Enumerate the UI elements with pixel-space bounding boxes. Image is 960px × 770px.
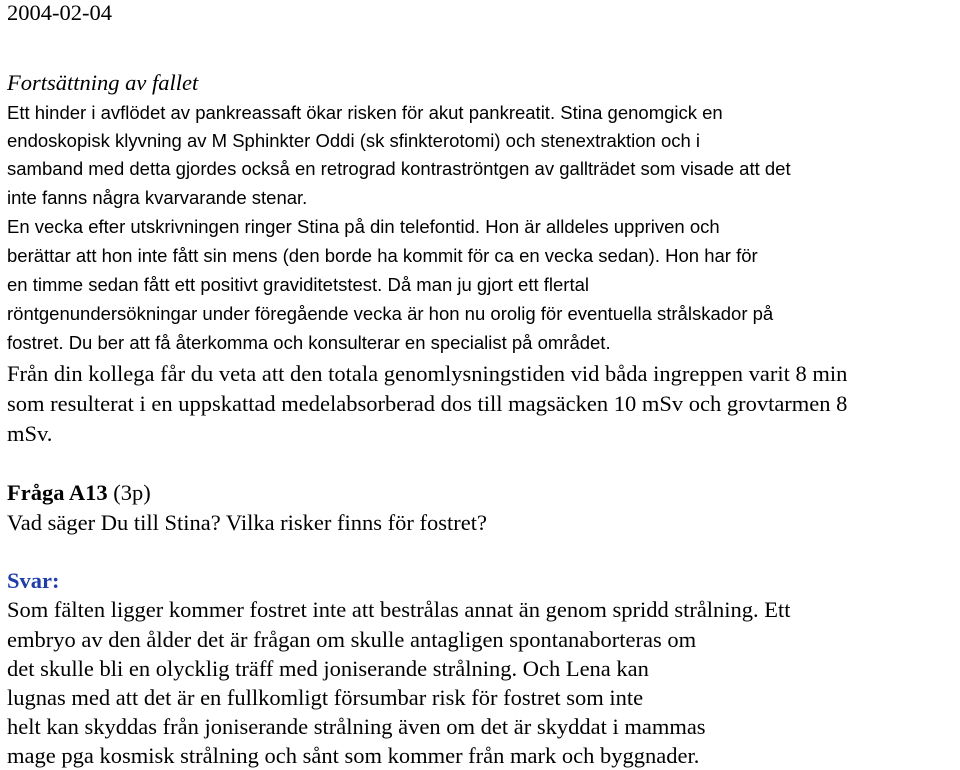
answer-text-line: det skulle bli en olycklig träff med joniserande strålning. Och Lena kan (7, 656, 649, 681)
case-text-line: Ett hinder i avflödet av pankreassaft ökar risken för akut pankreatit. Stina genomgick en (7, 102, 723, 123)
case-text-part: En vecka efter utskrivningen ringer Stina på din telefontid. (7, 216, 481, 237)
question-heading (7, 482, 151, 505)
case-text-line: samband med detta gjordes också en retrograd kontraströntgen av gallträdet som visade att det (7, 158, 791, 179)
case-text-line: endoskopisk klyvning av M Sphinkter Oddi (sk sfinkterotomi) och stenextraktion och i (7, 130, 701, 151)
document-date: 2004-02-04 (7, 0, 112, 25)
answer-text-line: lugnas med att det är en fullkomligt försumbar risk för fostret som inte (7, 685, 644, 710)
section-heading: Fortsättning av fallet (7, 70, 199, 95)
case-text-line (7, 218, 720, 237)
case-text-line: som resulterat i en uppskattad medelabsorberad dos till magsäcken 10 mSv och grovtarmen 8 (7, 391, 848, 416)
case-text-part: Hon är alldeles uppriven och (480, 216, 720, 237)
case-text-line (7, 276, 589, 295)
case-text-part: en timme sedan fått ett positivt graviditetstest. (7, 274, 383, 295)
case-text-part: berättar att hon inte fått sin mens (den borde ha kommit för ca en vecka sedan). (7, 245, 660, 266)
question-text: Vad säger Du till Stina? Vilka risker finns för fostret? (7, 510, 487, 535)
answer-label: Svar: (7, 568, 60, 593)
case-text-part: Hon har för (659, 245, 758, 266)
case-text-part: Då man ju gjort ett flertal (382, 274, 589, 295)
case-text-line: röntgenundersökningar under föregående vecka är hon nu orolig för eventuella strålskador på (7, 303, 774, 324)
case-text-line: fostret. Du ber att få återkomma och konsulterar en specialist på området. (7, 332, 611, 353)
answer-text-line: mage pga kosmisk strålning och sånt som kommer från mark och byggnader. (7, 743, 700, 768)
question-label: Fråga A13 (7, 480, 108, 505)
answer-text-line: Som fälten ligger kommer fostret inte att bestrålas annat än genom spridd strålning. Ett (7, 597, 791, 622)
case-text-line: mSv. (7, 421, 53, 446)
answer-text-line: embryo av den ålder det är frågan om skulle antagligen spontanaborteras om (7, 627, 697, 652)
question-points: (3p) (107, 480, 151, 505)
case-text-line: Från din kollega får du veta att den totala genomlysningstiden vid båda ingreppen varit 8 min (7, 361, 848, 386)
case-text-line (7, 247, 758, 266)
answer-text-line: helt kan skyddas från joniserande strålning även om det är skyddat i mammas (7, 714, 706, 739)
case-text-line: inte fanns några kvarvarande stenar. (7, 187, 308, 208)
